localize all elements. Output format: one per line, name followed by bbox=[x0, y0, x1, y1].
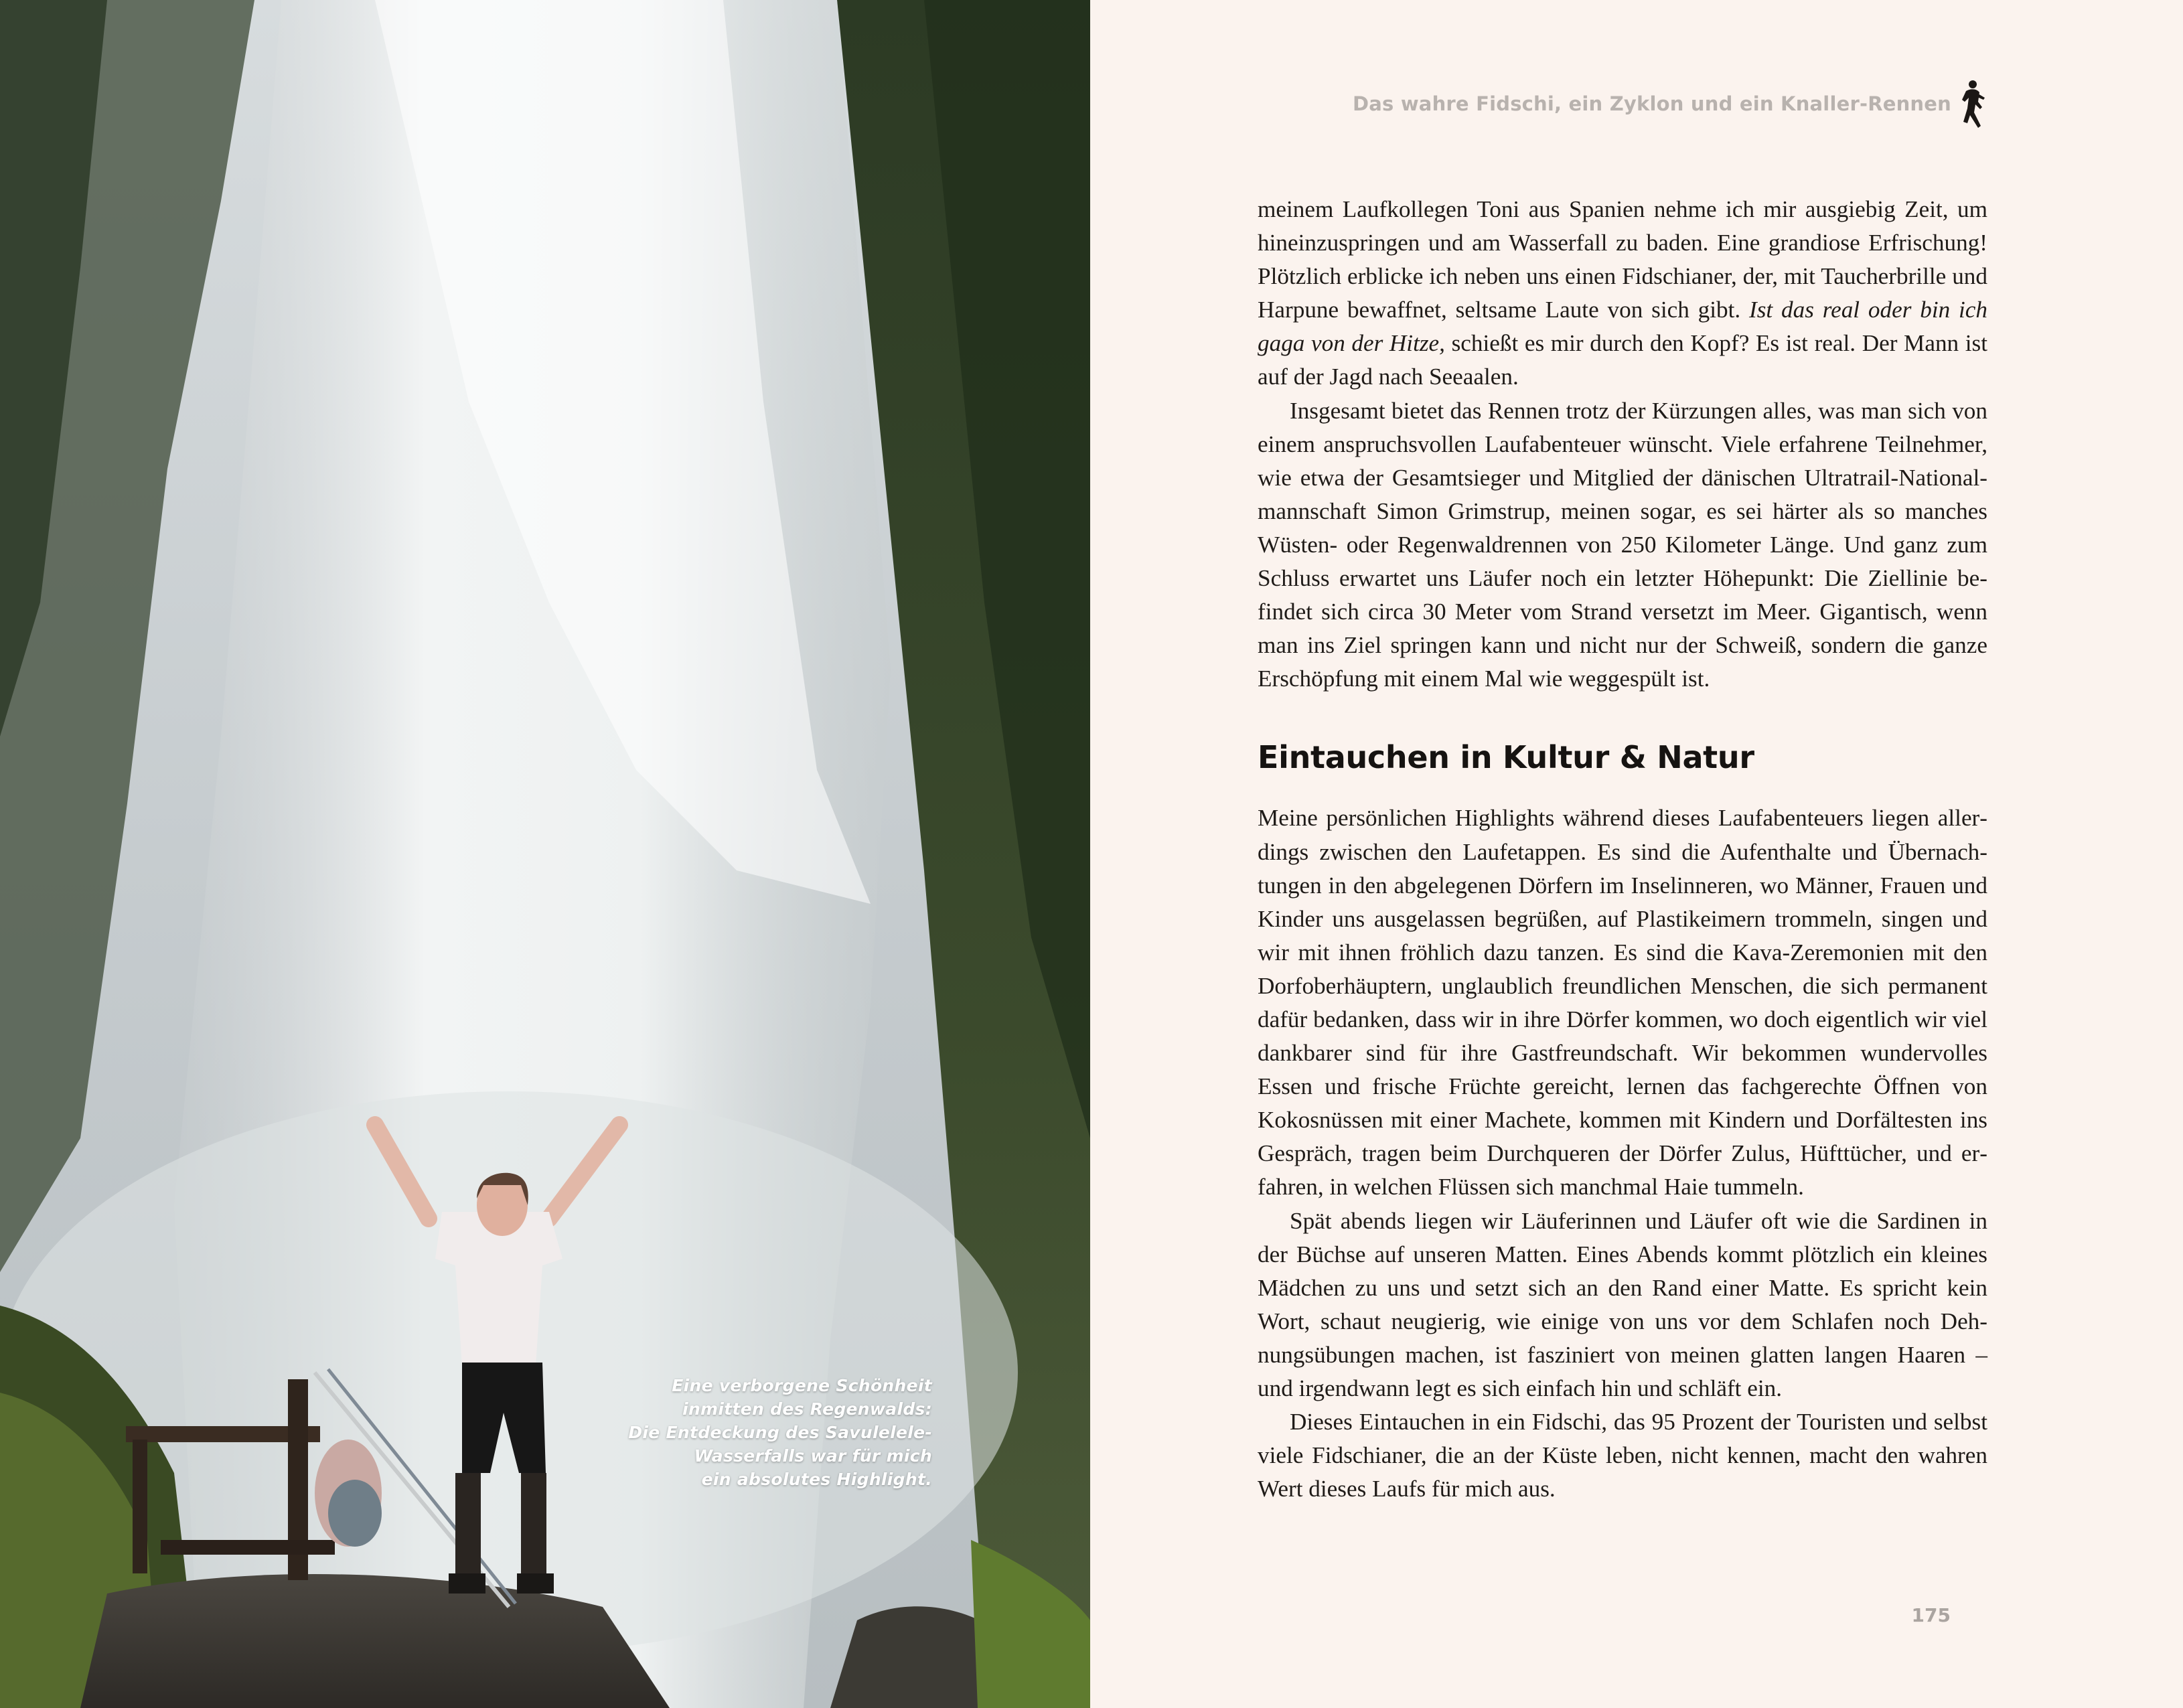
page-number: 175 bbox=[1911, 1604, 1951, 1626]
article-body bbox=[1258, 193, 1987, 1506]
italic-thought: Ist das real oder bin ich gaga von der Hitze, bbox=[1258, 297, 1988, 357]
paragraph: Dieses Eintauchen in ein Fidschi, das 95 Prozent der Touristen und selbst viele Fidschianer, die an der Küste leben, nicht kennen, macht den wahren Wert dieses Laufs für mich aus. bbox=[1258, 1409, 1987, 1502]
caption-line: Die Entdeckung des Savulelele- bbox=[628, 1423, 932, 1442]
caption-line: Eine verborgene Schönheit bbox=[672, 1376, 932, 1395]
text-page bbox=[1090, 0, 2183, 1708]
paragraph-text: meinem Laufkollegen Toni aus Spanien nehme ich mir ausgiebig Zeit, um hineinzuspringen und am Wasserfall zu baden. Eine grandiose Erfrischung! Plötzlich erblicke ich neben uns einen Fidschianer, der, mit Taucherbrille und Harpune bewaffnet, seltsame Laute von sich gibt. bbox=[1258, 196, 1987, 323]
photo-caption bbox=[557, 1374, 932, 1491]
paragraph: Meine persönlichen Highlights während dieses Laufabenteuers liegen allerdings zwischen den Laufetappen. Es sind die Aufenthalte und Übernachtungen in den abgelegenen Dörfern im Inselinneren, wo Männer, Frauen und Kinder uns ausgelassen begrüßen, auf Plastikeimern trommeln, singen und wir mit ihnen fröhlich dazu tanzen. Es sind die Kava-Zeremonien mit den Dorfoberhäuptern, unglaublich freundlichen Menschen, die sich permanent dafür bedanken, dass wir in ihre Dörfer kommen, wo doch eigentlich wir viel dankbarer sind für ihre Gastfreundschaft. Wir bekommen wundervolles Essen und frische Früchte gereicht, lernen das fachgerechte Öffnen von Kokosnüssen mit einer Machete, kommen mit Kindern und Dorfältesten ins Gespräch, tragen beim Durchqueren der Dörfer Zulus, Hüfttücher, und erfahren, in welchen Flüssen sich manchmal Haie tummeln. bbox=[1258, 805, 1987, 1200]
caption-line: inmitten des Regenwalds: bbox=[682, 1399, 932, 1419]
paragraph: Insgesamt bietet das Rennen trotz der Kürzungen alles, was man sich von einem anspruchsvollen Laufabenteuer wünscht. Viele erfahrene Teilnehmer, wie etwa der Gesamtsieger und Mitglied der dänischen Ultratrail-Nationalmannschaft Simon Grimstrup, meinen sogar, es sei härter als so manches Wüsten- oder Regenwaldrennen von 250 Kilometer Länge. Und ganz zum Schluss erwartet uns Läufer noch ein letzter Höhepunkt: Die Ziellinie befindet sich circa 30 Meter vom Strand versetzt im Meer. Gigantisch, wenn man ins Ziel springen kann und nicht nur der Schweiß, sondern die ganze Erschöpfung mit einem Mal wie weggespült ist. bbox=[1258, 397, 1987, 692]
running-head: Das wahre Fidschi, ein Zyklon und ein Knaller-Rennen bbox=[1353, 92, 1951, 115]
caption-line: ein absolutes Highlight. bbox=[701, 1470, 932, 1489]
section-heading: Eintauchen in Kultur & Natur bbox=[1258, 739, 1754, 776]
paragraph-text: schießt es mir durch den Kopf? Es ist real. Der Mann ist auf der Jagd nach Seeaalen. bbox=[1258, 330, 1987, 390]
waterfall-photo bbox=[0, 0, 1090, 1708]
paragraph bbox=[1258, 193, 1987, 394]
runner-icon bbox=[1958, 79, 1987, 133]
caption-line: Wasserfalls war für mich bbox=[694, 1446, 932, 1466]
paragraph: Spät abends liegen wir Läuferinnen und Läufer oft wie die Sardinen in der Büchse auf unseren Matten. Eines Abends kommt plötzlich ein kleines Mädchen zu uns und setzt sich an den Rand einer Matte. Es spricht kein Wort, schaut neugierig, wie einige von uns vor dem Schlafen noch Dehnungsübungen machen, ist fasziniert von meinen glatten langen Haaren – und irgendwann legt es sich einfach hin und schläft ein. bbox=[1258, 1207, 1987, 1401]
